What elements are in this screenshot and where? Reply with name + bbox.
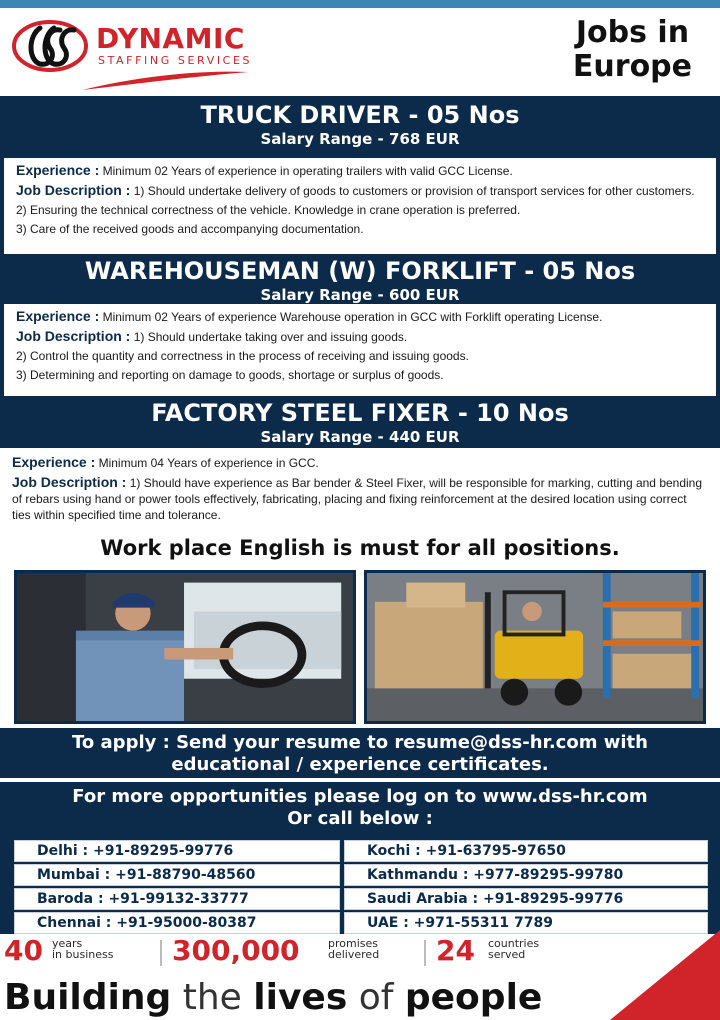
job-salary: Salary Range - 768 EUR [260, 130, 460, 148]
tagline-word: of [358, 977, 394, 1018]
truck-driver-illustration [17, 573, 353, 721]
apply-line-1: To apply : Send your resume to resume@dss-hr.com with [72, 732, 648, 753]
description-item: 1) Should undertake delivery of goods to customers or provision of transport services for other customers. [130, 184, 695, 198]
contact-baroda: Baroda : +91-99132-33777 [14, 888, 340, 910]
description-item: 1) Should undertake taking over and issuing goods. [130, 330, 408, 344]
apply-line-2: educational / experience certificates. [171, 754, 549, 775]
stat-years-line2: in business [52, 948, 114, 961]
stat-years-number: 40 [4, 934, 43, 967]
description-item: 3) Determining and reporting on damage to goods, shortage or surplus of goods. [16, 368, 444, 382]
description-line [16, 328, 704, 345]
english-requirement: Work place English is must for all positions. [100, 536, 620, 560]
brand-name: DYNAMIC [96, 22, 245, 55]
truck-driver-photo [14, 570, 356, 724]
job-title: WAREHOUSEMAN (W) FORKLIFT - 05 Nos [84, 257, 636, 285]
contacts-right [344, 840, 708, 936]
description-item: 2) Control the quantity and correctness in the process of receiving and issuing goods. [16, 349, 469, 363]
stat-divider [160, 940, 162, 966]
job-salary: Salary Range - 600 EUR [260, 286, 460, 304]
forklift-illustration [367, 573, 703, 721]
contact-kochi: Kochi : +91-63795-97650 [344, 840, 708, 862]
job-title: FACTORY STEEL FIXER - 10 Nos [151, 399, 569, 427]
stat-promises-number: 300,000 [172, 934, 300, 967]
page-title-line2: Europe [572, 49, 692, 84]
experience-text: Minimum 02 Years of experience Warehouse operation in GCC with Forklift operating License. [99, 310, 603, 324]
tagline-word: people [404, 977, 543, 1018]
description-label: Job Description : [16, 328, 131, 344]
experience-line [12, 454, 708, 471]
stat-countries-number: 24 [436, 934, 475, 967]
experience-label: Experience : [12, 454, 96, 470]
page-title [573, 16, 692, 84]
description-line [12, 474, 708, 523]
stat-divider [424, 940, 426, 966]
more-line-2: Or call below : [287, 808, 433, 829]
description-item: 3) Care of the received goods and accompanying documentation. [16, 222, 364, 236]
tagline-word: the [182, 977, 242, 1018]
description-label: Job Description : [16, 182, 131, 198]
header [0, 8, 720, 96]
stats-bar [0, 934, 720, 974]
brand-tagline: STAFFING SERVICES [98, 54, 253, 67]
stat-countries-line1: countries [488, 937, 540, 950]
job-header-warehouseman [0, 254, 720, 304]
job-title: TRUCK DRIVER - 05 Nos [200, 101, 520, 129]
stat-years-line1: years [52, 937, 83, 950]
tagline-word: Building [4, 977, 172, 1018]
experience-line [16, 162, 704, 179]
experience-label: Experience : [16, 308, 100, 324]
page-title-line1: Jobs in [575, 15, 690, 50]
job-salary: Salary Range - 440 EUR [260, 428, 460, 446]
warehouse-forklift-photo [364, 570, 706, 724]
job-header-truck-driver [0, 96, 720, 158]
experience-text: Minimum 04 Years of experience in GCC. [95, 456, 319, 470]
stat-promises-line1: promises [328, 937, 378, 950]
job-body-steel-fixer [0, 448, 720, 534]
logo-swoosh-icon [80, 64, 250, 92]
experience-label: Experience : [16, 162, 100, 178]
experience-line [16, 308, 704, 325]
job-body-warehouseman [0, 304, 720, 396]
more-opportunities [0, 782, 720, 836]
description-item: 1) Should have experience as Bar bender & Steel Fixer, will be responsible for marking, cutting and bending of rebars using hand or power tools effectively, fabricating, placing and fixing reinforcement at the desired location using correct ties within specified time and tolerance. [12, 476, 703, 522]
contact-uae: UAE : +971-55311 7789 [344, 912, 708, 934]
contact-delhi: Delhi : +91-89295-99776 [14, 840, 340, 862]
tagline [0, 976, 720, 1020]
apply-section [0, 728, 720, 778]
contact-saudi-arabia: Saudi Arabia : +91-89295-99776 [344, 888, 708, 910]
top-strip [0, 0, 720, 8]
stat-promises-line2: delivered [328, 948, 380, 961]
contacts-section [0, 836, 720, 934]
contact-kathmandu: Kathmandu : +977-89295-99780 [344, 864, 708, 886]
contact-mumbai: Mumbai : +91-88790-48560 [14, 864, 340, 886]
job-header-steel-fixer [0, 396, 720, 448]
description-item: 2) Ensuring the technical correctness of the vehicle. Knowledge in crane operation is preferred. [16, 203, 521, 217]
stat-countries-line2: served [488, 948, 526, 961]
experience-text: Minimum 02 Years of experience in operating trailers with valid GCC License. [99, 164, 513, 178]
contact-chennai: Chennai : +91-95000-80387 [14, 912, 340, 934]
more-line-1: For more opportunities please log on to www.dss-hr.com [72, 786, 648, 807]
tagline-word: lives [253, 977, 348, 1018]
job-body-truck-driver [0, 158, 720, 254]
description-line [16, 182, 704, 199]
description-label: Job Description : [12, 474, 127, 490]
dynamic-logo-icon [10, 16, 90, 76]
contacts-left [14, 840, 340, 936]
